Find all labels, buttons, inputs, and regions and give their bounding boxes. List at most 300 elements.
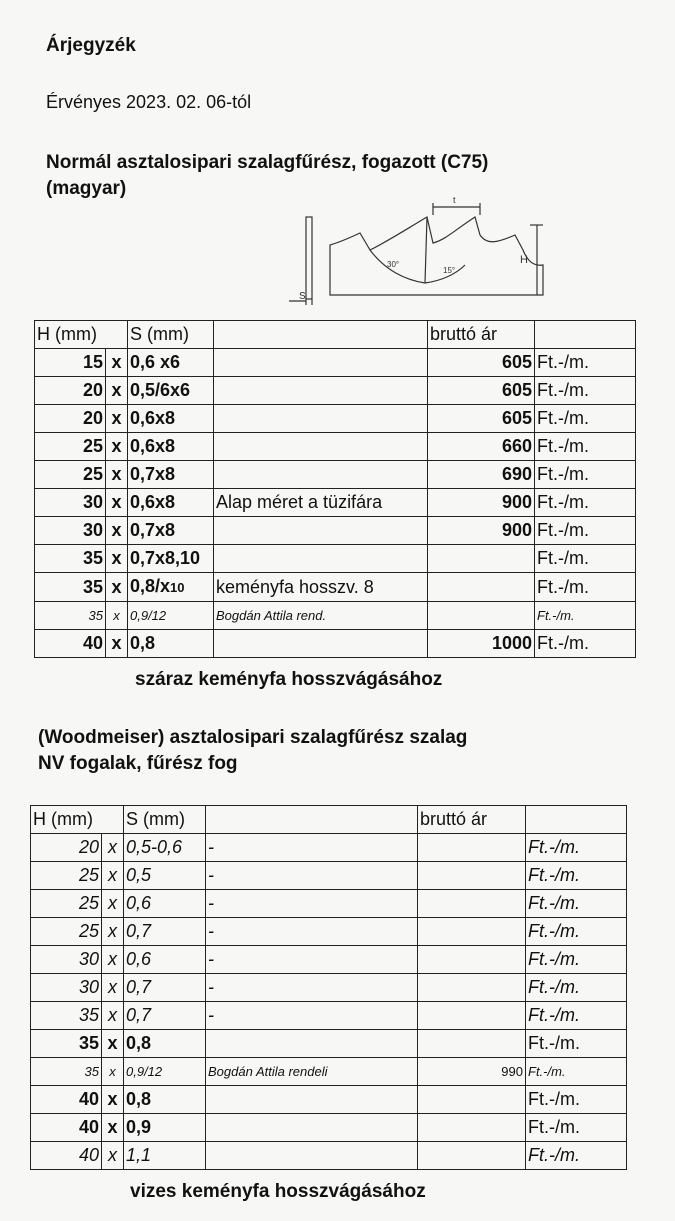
times-sign-text: x	[108, 1005, 117, 1025]
price-value-text: 605	[501, 408, 532, 428]
height-value-text: 25	[78, 921, 99, 941]
thickness-value-text: 0,9	[126, 1117, 152, 1137]
thickness-value	[128, 377, 214, 405]
price-table-2	[30, 805, 627, 1170]
times-sign-text: x	[111, 520, 122, 540]
thickness-value-text: 0,5/6x6	[130, 380, 191, 400]
note-text	[214, 349, 428, 377]
times-sign	[102, 1086, 124, 1114]
height-value-text: 25	[78, 865, 99, 885]
height-value	[31, 1114, 102, 1142]
height-value-text: 30	[82, 492, 103, 512]
height-value	[31, 1002, 102, 1030]
note-text-text: -	[208, 921, 214, 941]
thickness-value	[124, 834, 206, 862]
height-value	[35, 630, 106, 658]
price-unit	[535, 349, 636, 377]
table-row	[31, 1002, 627, 1030]
thickness-value	[128, 405, 214, 433]
note-text	[206, 974, 418, 1002]
table-row	[35, 630, 636, 658]
times-sign	[106, 602, 128, 630]
note-text-text: Bogdán Attila rend.	[216, 608, 327, 623]
price-unit	[526, 1086, 627, 1114]
times-sign-text: x	[111, 548, 122, 568]
price-unit	[535, 630, 636, 658]
diagram-angle-2: 15°	[443, 266, 456, 275]
price-value-text: 990	[501, 1064, 523, 1079]
validity-date: Érvényes 2023. 02. 06-tól	[46, 92, 252, 112]
page-title: Árjegyzék	[46, 35, 136, 56]
height-value	[31, 918, 102, 946]
price-value-text: 605	[501, 380, 532, 400]
price-value-text: 900	[501, 492, 532, 512]
price-unit-text: Ft.-/m.	[528, 1089, 580, 1109]
price-value	[418, 862, 526, 890]
times-sign-text: x	[111, 492, 122, 512]
price-value	[418, 946, 526, 974]
col-header-s: S (mm)	[124, 806, 206, 834]
height-value	[31, 1058, 102, 1086]
price-value	[418, 1002, 526, 1030]
price-unit-text: Ft.-/m.	[528, 1005, 580, 1025]
times-sign	[106, 573, 128, 602]
table-row	[31, 890, 627, 918]
times-sign	[106, 545, 128, 573]
note-text-text: Alap méret a tüzifára	[216, 492, 383, 512]
col-header-note	[214, 321, 428, 349]
table-row	[35, 573, 636, 602]
price-value	[418, 890, 526, 918]
times-sign	[102, 1030, 124, 1058]
note-text-text: keményfa hosszv. 8	[216, 576, 374, 597]
price-unit	[526, 974, 627, 1002]
price-unit	[526, 1002, 627, 1030]
height-value-text: 40	[82, 633, 103, 653]
price-unit	[526, 1142, 627, 1170]
col-header-price: bruttó ár	[418, 806, 526, 834]
table-row	[31, 1142, 627, 1170]
height-value	[31, 890, 102, 918]
height-value-text: 25	[78, 893, 99, 913]
times-sign	[106, 630, 128, 658]
table-row	[35, 602, 636, 630]
price-unit	[526, 890, 627, 918]
height-value	[35, 517, 106, 545]
times-sign-text: x	[107, 1089, 118, 1109]
times-sign	[106, 433, 128, 461]
times-sign	[102, 1002, 124, 1030]
price-value	[428, 349, 535, 377]
price-value	[428, 377, 535, 405]
times-sign	[102, 862, 124, 890]
times-sign-text: x	[107, 1117, 118, 1137]
price-value	[418, 1114, 526, 1142]
table-row	[31, 834, 627, 862]
thickness-value	[124, 1142, 206, 1170]
table-row	[31, 1030, 627, 1058]
section1-title-line1: Normál asztalosipari szalagfűrész, fogazott (C75)	[46, 152, 489, 173]
times-sign	[102, 974, 124, 1002]
price-unit-text: Ft.-/m.	[528, 921, 580, 941]
price-unit-text: Ft.-/m.	[528, 1033, 580, 1053]
height-value	[35, 602, 106, 630]
times-sign-text: x	[111, 408, 122, 428]
thickness-value	[124, 1086, 206, 1114]
price-value	[428, 489, 535, 517]
thickness-value	[124, 974, 206, 1002]
thickness-value-text: 0,8	[126, 1033, 152, 1053]
price-unit-text: Ft.-/m.	[528, 865, 580, 885]
diagram-label-h: H	[520, 254, 528, 266]
price-value	[418, 1058, 526, 1086]
times-sign	[102, 834, 124, 862]
thickness-value-text: 0,6	[126, 893, 152, 913]
note-text	[206, 1086, 418, 1114]
thickness-value	[128, 433, 214, 461]
price-unit	[526, 946, 627, 974]
times-sign	[106, 377, 128, 405]
price-unit-text: Ft.-/m.	[537, 352, 589, 372]
note-text-text: Bogdán Attila rendeli	[208, 1064, 328, 1079]
price-value	[428, 602, 535, 630]
times-sign-text: x	[108, 865, 117, 885]
thickness-value-text: 0,7x8	[130, 464, 176, 484]
price-value	[428, 405, 535, 433]
price-unit	[535, 573, 636, 602]
times-sign	[106, 489, 128, 517]
height-value-text: 15	[82, 352, 103, 372]
price-value	[418, 834, 526, 862]
times-sign	[106, 461, 128, 489]
thickness-value	[124, 862, 206, 890]
note-text	[214, 377, 428, 405]
price-value	[428, 433, 535, 461]
height-value	[35, 461, 106, 489]
price-value-text: 660	[501, 436, 532, 456]
times-sign-text: x	[108, 977, 117, 997]
price-table-1	[34, 320, 636, 658]
height-value-text: 25	[82, 464, 103, 484]
price-unit	[535, 433, 636, 461]
thickness-value-text: 0,8	[126, 1089, 152, 1109]
note-text	[214, 489, 428, 517]
blade-tooth-diagram	[275, 195, 555, 310]
thickness-value	[124, 918, 206, 946]
height-value-text: 35	[78, 1005, 99, 1025]
thickness-value-text: 0,9/12	[130, 608, 167, 623]
height-value	[35, 545, 106, 573]
thickness-value-text: 0,7x8	[130, 520, 176, 540]
section1-title-line2: (magyar)	[46, 178, 127, 199]
times-sign-text: x	[109, 1064, 116, 1079]
table-row	[31, 1086, 627, 1114]
table-row	[31, 918, 627, 946]
times-sign	[102, 946, 124, 974]
price-unit-text: Ft.-/m.	[528, 977, 580, 997]
height-value	[31, 974, 102, 1002]
section2-title-line1: (Woodmeiser) asztalosipari szalagfűrész szalag	[38, 727, 468, 748]
note-text	[206, 1114, 418, 1142]
thickness-value-text: 0,6x8	[130, 408, 176, 428]
thickness-value	[128, 517, 214, 545]
height-value	[31, 1030, 102, 1058]
table-header	[31, 806, 627, 834]
price-value	[428, 461, 535, 489]
price-unit-text: Ft.-/m.	[537, 408, 589, 428]
thickness-value	[124, 1002, 206, 1030]
price-unit-text: Ft.-/m.	[528, 949, 580, 969]
height-value-text: 35	[84, 1064, 99, 1079]
price-unit	[535, 545, 636, 573]
thickness-value-text: 0,7	[126, 977, 152, 997]
height-value-text: 20	[82, 408, 103, 428]
col-header-h: H (mm)	[31, 806, 124, 834]
price-value	[428, 545, 535, 573]
note-text	[206, 1142, 418, 1170]
price-unit-text: Ft.-/m.	[537, 464, 589, 484]
times-sign-text: x	[108, 1145, 117, 1165]
height-value-text: 35	[82, 548, 103, 568]
price-unit	[535, 517, 636, 545]
price-value-text: 1000	[491, 633, 532, 653]
height-value-text: 20	[82, 380, 103, 400]
price-value-text: 900	[501, 520, 532, 540]
note-text	[214, 517, 428, 545]
note-text	[206, 834, 418, 862]
thickness-value-text: 0,6x8	[130, 436, 176, 456]
price-unit	[526, 1114, 627, 1142]
price-unit	[535, 405, 636, 433]
col-header-unit	[526, 806, 627, 834]
price-unit-text: Ft.-/m.	[528, 1145, 580, 1165]
height-value-text: 40	[78, 1117, 99, 1137]
table-row	[35, 517, 636, 545]
times-sign-text: x	[108, 837, 117, 857]
note-text-text: -	[208, 837, 214, 857]
times-sign-text: x	[111, 436, 122, 456]
thickness-value	[128, 461, 214, 489]
thickness-value-text: 0,6 x6	[130, 352, 181, 372]
table-header	[35, 321, 636, 349]
price-unit	[535, 461, 636, 489]
price-unit	[526, 1030, 627, 1058]
thickness-value-text: 1,1	[126, 1145, 152, 1165]
times-sign	[106, 349, 128, 377]
col-header-s: S (mm)	[128, 321, 214, 349]
price-unit	[535, 489, 636, 517]
price-unit-text: Ft.-/m.	[537, 576, 589, 597]
thickness-value-text: 0,8/x	[130, 576, 171, 596]
price-unit	[526, 862, 627, 890]
price-value	[418, 1030, 526, 1058]
price-unit	[526, 1058, 627, 1086]
note-text-text: -	[208, 949, 214, 969]
height-value	[35, 433, 106, 461]
height-value	[35, 377, 106, 405]
price-value-text: 605	[501, 352, 532, 372]
thickness-value	[128, 602, 214, 630]
height-value	[31, 946, 102, 974]
thickness-value	[124, 946, 206, 974]
table-row	[35, 349, 636, 377]
section1-footer: száraz keményfa hosszvágásához	[135, 669, 443, 690]
note-text	[206, 1002, 418, 1030]
thickness-value	[124, 1030, 206, 1058]
note-text	[214, 630, 428, 658]
price-value	[428, 630, 535, 658]
times-sign	[102, 1114, 124, 1142]
times-sign-text: x	[108, 921, 117, 941]
times-sign-text: x	[111, 576, 122, 597]
note-text-text: -	[208, 977, 214, 997]
price-unit	[526, 834, 627, 862]
price-value	[418, 974, 526, 1002]
thickness-value	[128, 349, 214, 377]
price-value	[428, 517, 535, 545]
col-header-h: H (mm)	[35, 321, 128, 349]
times-sign	[102, 1058, 124, 1086]
price-value	[428, 573, 535, 602]
height-value-text: 20	[78, 837, 99, 857]
note-text	[206, 946, 418, 974]
price-unit	[535, 602, 636, 630]
thickness-value	[124, 1114, 206, 1142]
price-unit	[526, 918, 627, 946]
price-unit-text: Ft.-/m.	[537, 520, 589, 540]
price-unit-text: Ft.-/m.	[537, 492, 589, 512]
table-row	[31, 862, 627, 890]
thickness-value-text: 0,8	[130, 633, 156, 653]
times-sign	[102, 890, 124, 918]
times-sign-text: x	[111, 380, 122, 400]
table-row	[31, 974, 627, 1002]
times-sign	[102, 1142, 124, 1170]
price-unit	[535, 377, 636, 405]
price-unit-text: Ft.-/m.	[528, 893, 580, 913]
thickness-value-text: 0,7	[126, 921, 152, 941]
section2-title-line2: NV fogalak, fűrész fog	[38, 753, 238, 774]
col-header-note	[206, 806, 418, 834]
height-value-text: 40	[78, 1089, 99, 1109]
times-sign-text: x	[113, 608, 120, 623]
times-sign-text: x	[111, 464, 122, 484]
price-unit-text: Ft.-/m.	[537, 436, 589, 456]
note-text-text: -	[208, 893, 214, 913]
thickness-value	[128, 489, 214, 517]
price-unit-text: Ft.-/m.	[537, 380, 589, 400]
height-value-text: 25	[82, 436, 103, 456]
price-value	[418, 1142, 526, 1170]
times-sign-text: x	[108, 893, 117, 913]
table-row	[35, 405, 636, 433]
height-value-text: 35	[78, 1033, 99, 1053]
height-value-text: 30	[82, 520, 103, 540]
note-text	[206, 862, 418, 890]
note-text	[214, 573, 428, 602]
price-unit-text: Ft.-/m.	[528, 837, 580, 857]
price-unit-text: Ft.-/m.	[528, 1117, 580, 1137]
note-text	[206, 1030, 418, 1058]
height-value-text: 35	[88, 608, 103, 623]
price-value	[418, 1086, 526, 1114]
note-text	[214, 545, 428, 573]
thickness-value	[124, 890, 206, 918]
times-sign	[102, 918, 124, 946]
table-row	[31, 1058, 627, 1086]
height-value	[31, 1142, 102, 1170]
table-row	[31, 1114, 627, 1142]
height-value	[31, 1086, 102, 1114]
height-value-text: 30	[78, 949, 99, 969]
note-text-text: -	[208, 1005, 214, 1025]
thickness-value-text: 0,6x8	[130, 492, 176, 512]
diagram-label-t: t	[453, 195, 456, 205]
note-text	[206, 890, 418, 918]
note-text	[214, 602, 428, 630]
thickness-value	[128, 545, 214, 573]
height-value-text: 30	[78, 977, 99, 997]
note-text	[206, 1058, 418, 1086]
height-value	[35, 405, 106, 433]
price-value-text: 690	[501, 464, 532, 484]
thickness-value-text: 0,6	[126, 949, 152, 969]
note-text-text: -	[208, 865, 214, 885]
times-sign-text: x	[108, 949, 117, 969]
table-row	[35, 545, 636, 573]
table-row	[35, 433, 636, 461]
table-row	[35, 461, 636, 489]
diagram-label-s: S	[299, 291, 306, 302]
note-text	[214, 433, 428, 461]
thickness-value-text: 0,9/12	[126, 1064, 163, 1079]
height-value-text: 40	[78, 1145, 99, 1165]
thickness-value-text: 0,7x8,10	[130, 548, 201, 568]
times-sign-text: x	[111, 352, 122, 372]
table-row	[31, 946, 627, 974]
times-sign	[106, 405, 128, 433]
height-value	[31, 862, 102, 890]
price-unit-text: Ft.-/m.	[537, 633, 589, 653]
diagram-angle-1: 30°	[387, 260, 400, 269]
price-unit-text: Ft.-/m.	[528, 1064, 566, 1079]
note-text	[214, 405, 428, 433]
price-value	[418, 918, 526, 946]
table-row	[35, 377, 636, 405]
thickness-value	[128, 573, 214, 602]
note-text	[214, 461, 428, 489]
height-value	[35, 489, 106, 517]
thickness-value-text: 0,7	[126, 1005, 152, 1025]
price-unit-text: Ft.-/m.	[537, 608, 575, 623]
thickness-value-text: 0,5	[126, 865, 152, 885]
times-sign	[106, 517, 128, 545]
section2-footer: vizes keményfa hosszvágásához	[130, 1181, 426, 1202]
height-value	[35, 349, 106, 377]
thickness-sub-text: 10	[170, 580, 185, 595]
thickness-value	[128, 630, 214, 658]
table-row	[35, 489, 636, 517]
thickness-value-text: 0,5-0,6	[126, 837, 183, 857]
thickness-value	[124, 1058, 206, 1086]
height-value	[31, 834, 102, 862]
col-header-price: bruttó ár	[428, 321, 535, 349]
height-value	[35, 573, 106, 602]
height-value-text: 35	[82, 576, 103, 597]
col-header-unit	[535, 321, 636, 349]
price-unit-text: Ft.-/m.	[537, 548, 589, 568]
times-sign-text: x	[111, 633, 122, 653]
